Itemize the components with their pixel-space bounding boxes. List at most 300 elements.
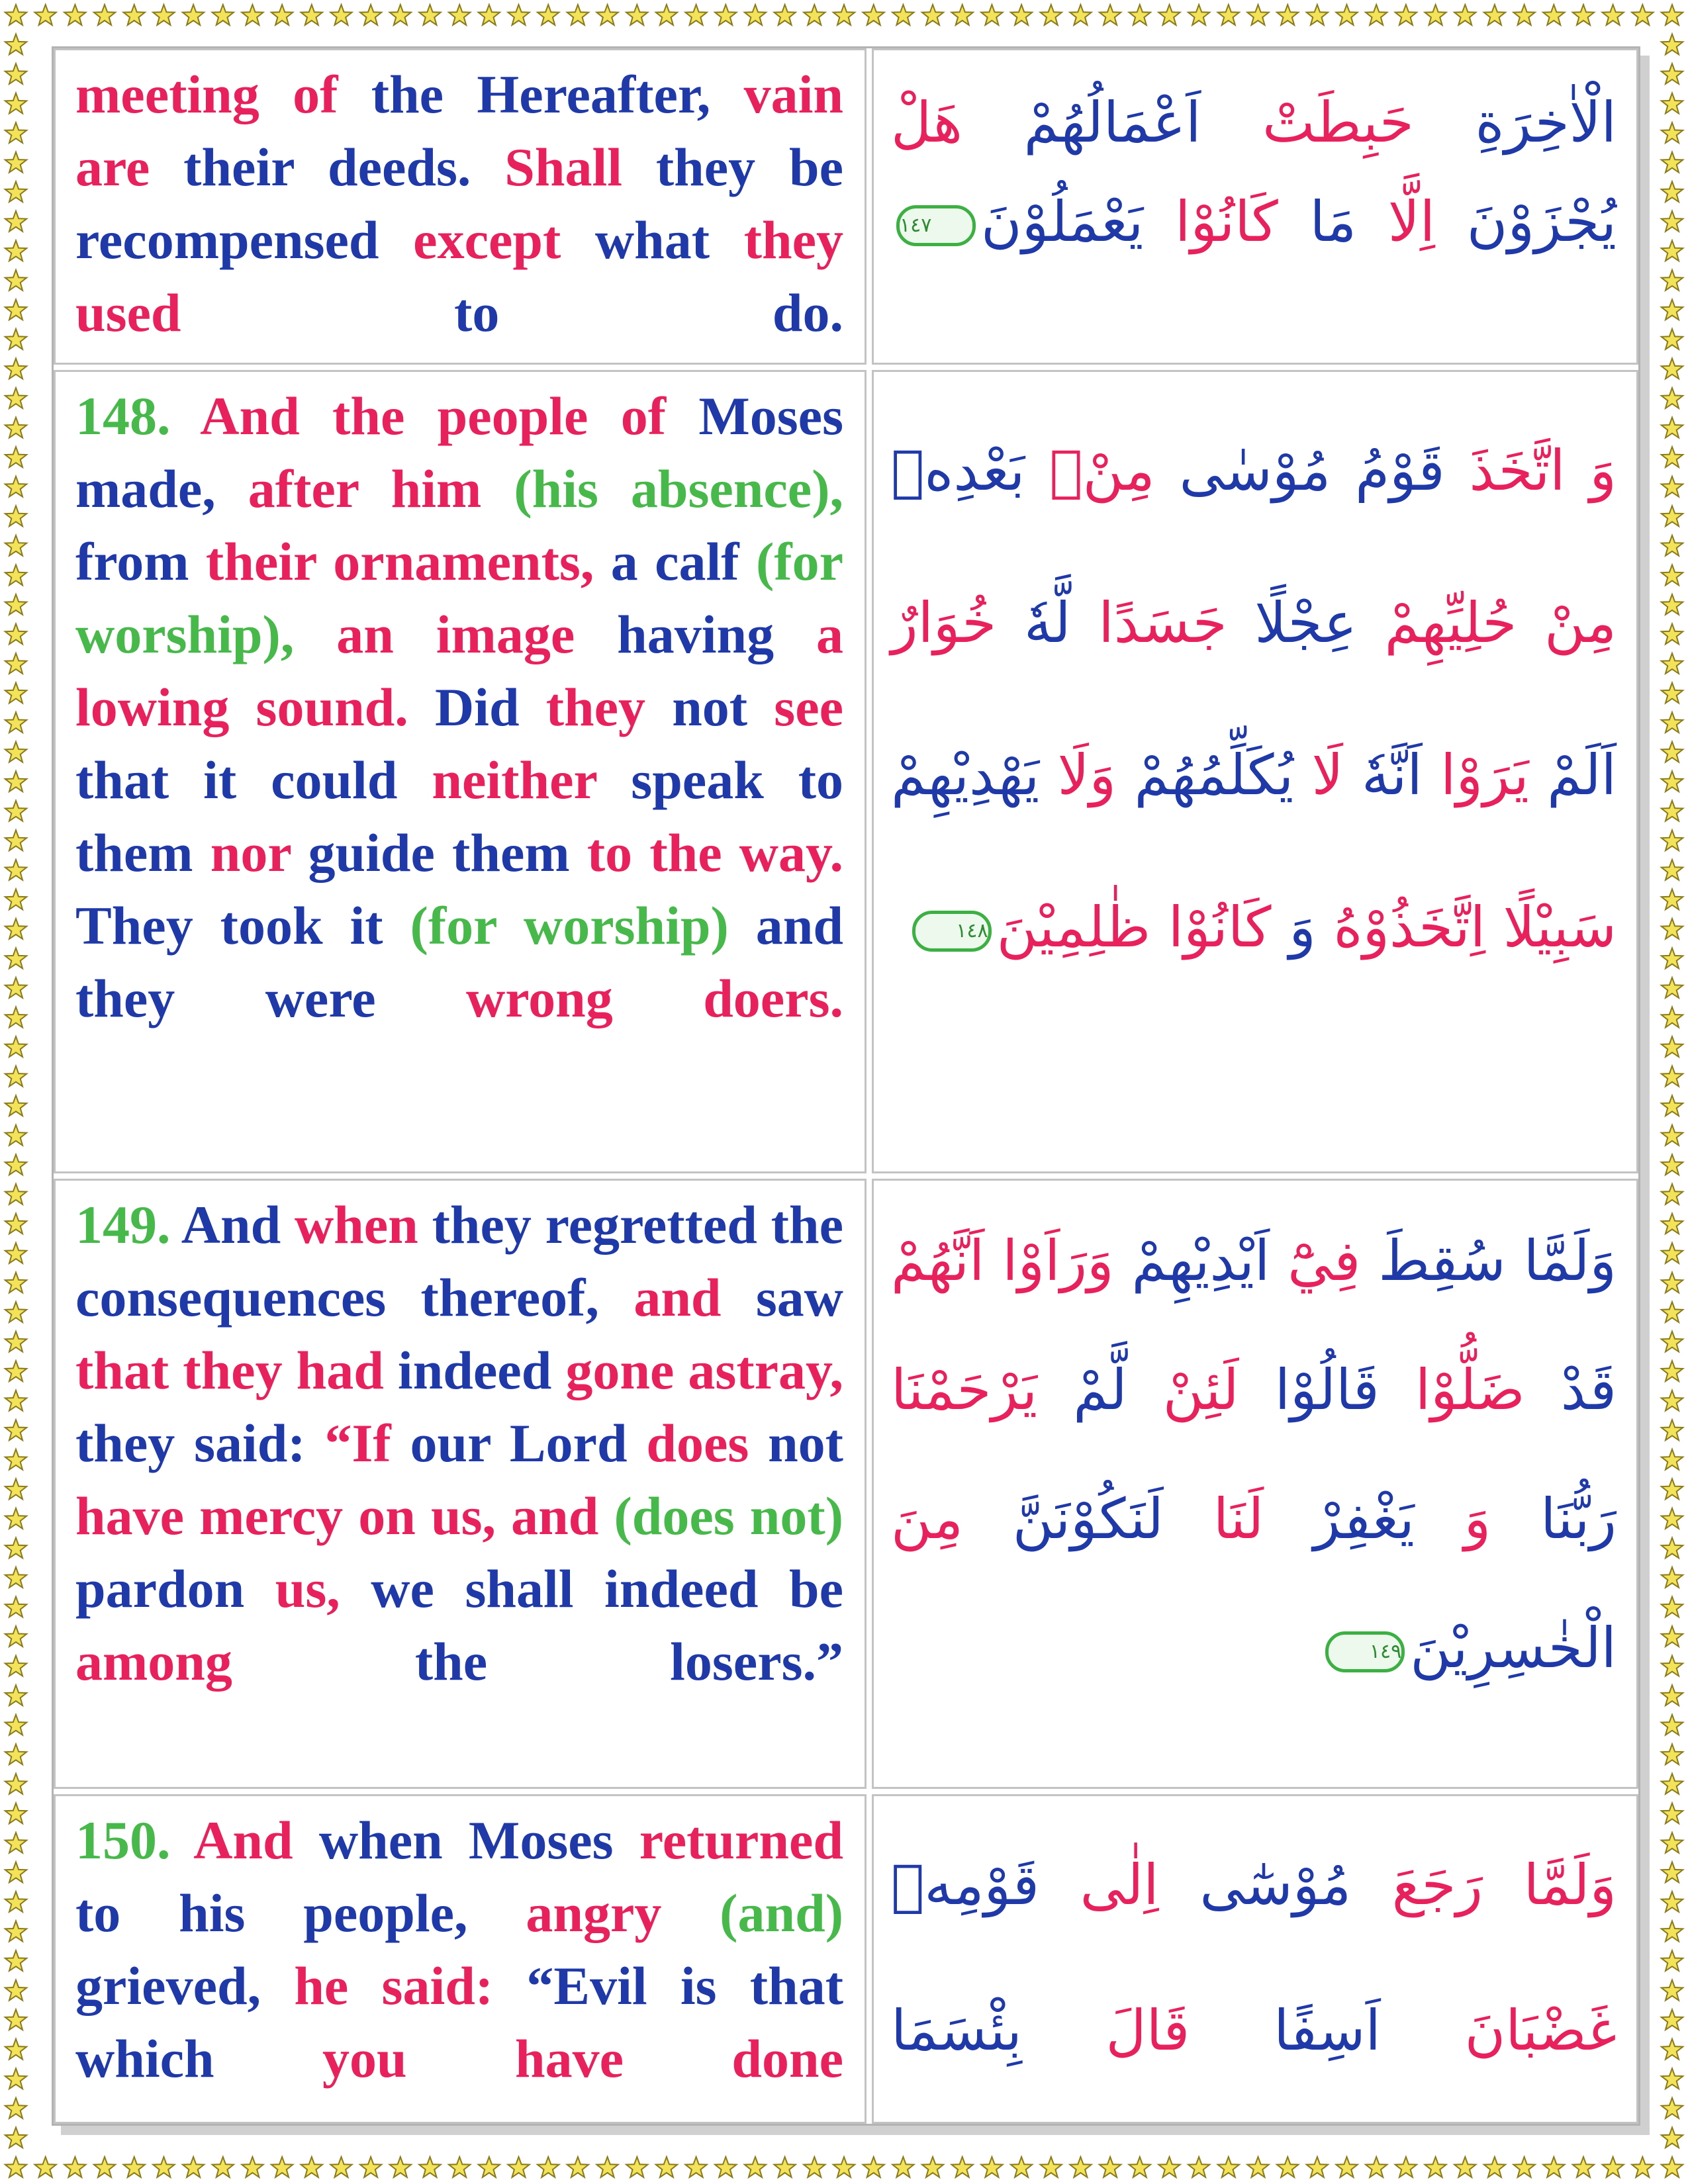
border-star bbox=[1366, 2157, 1387, 2177]
arabic-word: بَعْدِهٖ bbox=[891, 438, 1025, 503]
english-text-segment: Shall bbox=[504, 137, 623, 197]
arabic-word: سَبِيْلًا bbox=[1485, 895, 1617, 960]
border-star bbox=[1662, 801, 1683, 821]
arabic-word: وَلَمَّا bbox=[1505, 1228, 1617, 1293]
border-star bbox=[449, 2157, 470, 2177]
border-star bbox=[1425, 5, 1446, 25]
border-star bbox=[1662, 2068, 1683, 2089]
border-star bbox=[567, 2157, 588, 2177]
english-text-segment: they be recompensed bbox=[75, 137, 843, 270]
arabic-word: لَنَكُوْنَنَّ bbox=[962, 1486, 1164, 1551]
border-star bbox=[94, 2157, 115, 2177]
border-star bbox=[892, 2157, 914, 2177]
border-star bbox=[5, 801, 26, 821]
arabic-word: قَوْمُ bbox=[1331, 438, 1445, 503]
border-star bbox=[5, 2128, 26, 2148]
border-star bbox=[1307, 5, 1328, 25]
border-star bbox=[5, 1302, 26, 1322]
border-star bbox=[1662, 1597, 1683, 1617]
verse-row-149 bbox=[54, 1179, 1638, 1789]
arabic-word: اِتَّخَذُوْهُ bbox=[1315, 895, 1486, 960]
border-star bbox=[745, 2157, 766, 2177]
border-star bbox=[5, 300, 26, 320]
border-star bbox=[656, 5, 677, 25]
border-star bbox=[1662, 1833, 1683, 1853]
border-star bbox=[745, 5, 766, 25]
english-text-segment: neither bbox=[432, 750, 597, 810]
border-star bbox=[5, 1007, 26, 1028]
english-text-segment: meeting of bbox=[75, 64, 338, 124]
border-star bbox=[1158, 5, 1180, 25]
arabic-word: وَ bbox=[1414, 1486, 1491, 1551]
border-star bbox=[1662, 1449, 1683, 1470]
border-star bbox=[5, 2098, 26, 2118]
english-text-segment: speak to them bbox=[75, 750, 843, 883]
arabic-word: يَغْفِرْ bbox=[1264, 1486, 1415, 1551]
border-star bbox=[1662, 1685, 1683, 1706]
border-star bbox=[804, 2157, 825, 2177]
border-star bbox=[5, 1950, 26, 1971]
border-star bbox=[1662, 418, 1683, 438]
border-star bbox=[360, 2157, 381, 2177]
arabic-word: حُلِيِّهِمْ bbox=[1356, 590, 1517, 655]
english-text-segment: having bbox=[575, 604, 816, 664]
border-star bbox=[1662, 5, 1683, 25]
border-star bbox=[1662, 122, 1683, 143]
english-text-segment: see bbox=[774, 677, 843, 737]
english-text-segment: that they had bbox=[75, 1340, 384, 1400]
border-star bbox=[5, 64, 26, 84]
border-star bbox=[863, 5, 884, 25]
border-star bbox=[1662, 181, 1683, 202]
arabic-word: حَبِطَتْ bbox=[1201, 90, 1414, 155]
border-star bbox=[774, 2157, 796, 2177]
border-star bbox=[1662, 1980, 1683, 2001]
border-star bbox=[1662, 64, 1683, 84]
border-star bbox=[1662, 624, 1683, 645]
border-star bbox=[5, 2039, 26, 2060]
border-star bbox=[94, 5, 115, 25]
border-star bbox=[863, 2157, 884, 2177]
english-text-segment: the losers.” bbox=[232, 1631, 843, 1692]
border-star bbox=[301, 5, 322, 25]
english-text-segment: (his absence), bbox=[514, 459, 844, 519]
arabic-word: وَ bbox=[1271, 895, 1316, 960]
border-star bbox=[271, 2157, 293, 2177]
arabic-word: خُوَارٌ bbox=[891, 590, 997, 655]
border-star bbox=[1662, 594, 1683, 615]
border-star bbox=[5, 535, 26, 556]
border-star bbox=[1247, 5, 1268, 25]
english-text-segment: (does not) bbox=[598, 1486, 844, 1546]
arabic-word: لَّمْ bbox=[1037, 1357, 1127, 1422]
arabic-word: ضَلُّوْا bbox=[1379, 1357, 1525, 1422]
border-star bbox=[183, 2157, 204, 2177]
border-star bbox=[5, 2068, 26, 2089]
border-star bbox=[1662, 771, 1683, 792]
border-star bbox=[922, 2157, 943, 2177]
ayah-number: ١٤٨ bbox=[956, 919, 988, 943]
border-star bbox=[5, 152, 26, 173]
arabic-word: لَا bbox=[1293, 743, 1344, 807]
border-star bbox=[1395, 2157, 1417, 2177]
border-star bbox=[5, 1626, 26, 1647]
english-text-segment: and bbox=[633, 1267, 722, 1328]
arabic-word: قَدْ bbox=[1524, 1357, 1617, 1422]
english-text-segment: And the people of bbox=[170, 386, 699, 446]
border-star bbox=[419, 5, 440, 25]
english-translation-cell bbox=[54, 1179, 867, 1789]
border-star bbox=[301, 2157, 322, 2177]
border-star bbox=[1662, 2009, 1683, 2030]
arabic-verse-cell bbox=[872, 1179, 1638, 1789]
page-frame bbox=[52, 46, 1640, 2126]
arabic-word: رَجَعَ bbox=[1351, 1852, 1483, 1917]
english-text-segment: gone astray, bbox=[565, 1340, 844, 1400]
border-star bbox=[685, 5, 706, 25]
english-text-segment: a lowing sound. bbox=[75, 604, 843, 737]
border-star bbox=[1218, 5, 1239, 25]
arabic-word: اَيْدِيْهِمْ bbox=[1113, 1228, 1270, 1293]
border-star bbox=[1662, 1567, 1683, 1588]
border-star bbox=[5, 447, 26, 467]
arabic-word: غَضْبَانَ bbox=[1380, 1998, 1617, 2063]
english-text-segment: Moses made, bbox=[75, 386, 843, 519]
english-text-segment: 149. bbox=[75, 1195, 171, 1255]
border-star bbox=[1277, 5, 1298, 25]
arabic-word: لَّهٗ bbox=[996, 590, 1071, 655]
border-star bbox=[1543, 5, 1564, 25]
ayah-end-marker bbox=[896, 205, 976, 246]
english-text-segment: that it could bbox=[75, 750, 432, 810]
arabic-verse-text bbox=[891, 1805, 1617, 2103]
border-star bbox=[981, 2157, 1002, 2177]
border-star bbox=[1247, 2157, 1268, 2177]
arabic-word: يَرَوْا bbox=[1422, 743, 1529, 807]
border-star bbox=[1662, 1154, 1683, 1175]
border-star bbox=[5, 1420, 26, 1440]
border-star bbox=[1395, 5, 1417, 25]
border-star bbox=[1662, 1332, 1683, 1352]
border-star bbox=[449, 5, 470, 25]
arabic-word: مُوْسٰٓى bbox=[1158, 1852, 1352, 1917]
english-text-segment: nor bbox=[210, 823, 291, 883]
english-text-segment: guide them bbox=[291, 823, 587, 883]
border-star bbox=[1454, 2157, 1476, 2177]
border-star bbox=[1662, 830, 1683, 850]
border-star bbox=[1100, 5, 1121, 25]
border-star bbox=[538, 5, 559, 25]
border-star bbox=[1662, 1538, 1683, 1559]
arabic-word: ظٰلِمِيْنَ bbox=[996, 895, 1151, 960]
border-star bbox=[1070, 2157, 1091, 2177]
border-star bbox=[5, 1833, 26, 1853]
border-star bbox=[1662, 1420, 1683, 1440]
arabic-word: قَوْمِهٖ bbox=[891, 1852, 1039, 1917]
border-star bbox=[5, 211, 26, 232]
arabic-word: مِنَ bbox=[891, 1486, 963, 1551]
border-star bbox=[1543, 2157, 1564, 2177]
border-star bbox=[1662, 1214, 1683, 1234]
ayah-number: ١٤٧ bbox=[900, 214, 932, 238]
border-star bbox=[1603, 5, 1624, 25]
border-star bbox=[1662, 329, 1683, 349]
english-text-segment: the Hereafter, bbox=[338, 64, 744, 124]
border-star bbox=[892, 5, 914, 25]
arabic-word: وَلَمَّا bbox=[1483, 1852, 1617, 1917]
border-star bbox=[715, 2157, 736, 2177]
border-star bbox=[1662, 919, 1683, 939]
english-text-segment: an bbox=[294, 604, 436, 664]
border-star bbox=[5, 2157, 26, 2177]
border-star bbox=[1662, 2128, 1683, 2148]
border-star bbox=[1662, 2098, 1683, 2118]
border-star bbox=[1129, 5, 1150, 25]
border-star bbox=[1070, 5, 1091, 25]
arabic-word: جَسَدًا bbox=[1070, 590, 1227, 655]
border-star bbox=[5, 1508, 26, 1529]
border-star bbox=[596, 5, 618, 25]
border-star bbox=[5, 418, 26, 438]
border-star bbox=[124, 5, 145, 25]
arabic-verse-text bbox=[891, 60, 1617, 271]
border-star bbox=[5, 1332, 26, 1352]
border-star bbox=[5, 860, 26, 880]
border-star bbox=[1041, 5, 1062, 25]
border-star bbox=[5, 1980, 26, 2001]
border-star bbox=[1662, 1656, 1683, 1676]
border-star bbox=[5, 1597, 26, 1617]
border-star bbox=[508, 2157, 529, 2177]
english-text-segment: a calf bbox=[594, 531, 756, 592]
border-star bbox=[1662, 93, 1683, 114]
arabic-word: اَنَّهُمْ bbox=[891, 1228, 985, 1293]
border-star bbox=[5, 1803, 26, 1823]
border-star bbox=[153, 5, 174, 25]
english-text-segment: we shall indeed be bbox=[340, 1559, 843, 1619]
english-translation-text bbox=[75, 380, 843, 1035]
border-star bbox=[1336, 5, 1357, 25]
border-star bbox=[1218, 2157, 1239, 2177]
english-translation-text bbox=[75, 1804, 843, 2095]
english-text-segment: They took it bbox=[75, 895, 410, 956]
border-star bbox=[212, 5, 234, 25]
border-star bbox=[1662, 1950, 1683, 1971]
english-text-segment: image bbox=[436, 604, 575, 664]
english-text-segment: indeed bbox=[383, 1340, 566, 1400]
border-star bbox=[626, 5, 647, 25]
border-star bbox=[1662, 300, 1683, 320]
arabic-word: اِلٰى bbox=[1039, 1852, 1159, 1917]
border-star bbox=[153, 2157, 174, 2177]
border-star bbox=[390, 5, 411, 25]
border-star bbox=[1662, 1273, 1683, 1293]
english-text-segment: not bbox=[749, 1413, 843, 1473]
border-star bbox=[1425, 2157, 1446, 2177]
border-star bbox=[1662, 240, 1683, 261]
arabic-word: بِئْسَمَا bbox=[891, 1998, 1022, 2063]
border-star bbox=[5, 1036, 26, 1057]
arabic-word: اَعْمَالُهُمْ bbox=[962, 90, 1201, 155]
arabic-word: لَئِنْ bbox=[1127, 1357, 1239, 1422]
border-star bbox=[1662, 712, 1683, 733]
arabic-word: اِلَّا bbox=[1356, 189, 1436, 254]
english-text-segment: he said: bbox=[294, 1956, 494, 2016]
border-star bbox=[1484, 2157, 1505, 2177]
border-star bbox=[5, 624, 26, 645]
border-star bbox=[952, 5, 973, 25]
arabic-word: يُكَلِّمُهُمْ bbox=[1116, 743, 1294, 807]
english-text-segment: wrong doers. bbox=[466, 968, 843, 1028]
border-star bbox=[5, 34, 26, 55]
border-star bbox=[35, 5, 56, 25]
arabic-verse-text bbox=[891, 1190, 1617, 1713]
border-star bbox=[1662, 34, 1683, 55]
english-text-segment: pardon bbox=[75, 1559, 275, 1619]
border-star bbox=[1662, 1007, 1683, 1028]
english-text-segment: saw bbox=[721, 1267, 843, 1328]
border-star bbox=[1662, 1184, 1683, 1205]
english-translation-text bbox=[75, 1189, 843, 1698]
border-star bbox=[5, 1479, 26, 1499]
border-star bbox=[538, 2157, 559, 2177]
border-star bbox=[715, 5, 736, 25]
border-star bbox=[5, 1066, 26, 1087]
border-star bbox=[1662, 1095, 1683, 1116]
border-star bbox=[774, 5, 796, 25]
english-translation-cell bbox=[54, 48, 867, 365]
english-text-segment: (for worship) bbox=[410, 895, 729, 956]
english-text-segment: Did bbox=[408, 677, 546, 737]
border-star bbox=[5, 1685, 26, 1706]
border-star bbox=[5, 830, 26, 850]
border-star bbox=[1454, 5, 1476, 25]
border-star bbox=[5, 240, 26, 261]
border-star bbox=[5, 181, 26, 202]
border-star bbox=[1336, 2157, 1357, 2177]
border-star bbox=[685, 2157, 706, 2177]
border-star bbox=[5, 5, 26, 25]
border-star bbox=[1662, 1862, 1683, 1883]
arabic-word: مِنْۢ bbox=[1025, 438, 1155, 503]
border-star bbox=[1662, 1508, 1683, 1529]
border-star bbox=[390, 2157, 411, 2177]
arabic-word: مُوْسٰى bbox=[1154, 438, 1331, 503]
english-text-segment: from bbox=[75, 531, 206, 592]
english-text-segment: “Evil is that which bbox=[75, 1956, 844, 2089]
arabic-word: يَهْدِيْهِمْ bbox=[891, 743, 1040, 807]
border-star bbox=[1041, 2157, 1062, 2177]
border-star bbox=[1277, 2157, 1298, 2177]
border-star bbox=[804, 5, 825, 25]
border-star bbox=[1662, 742, 1683, 762]
border-star bbox=[5, 1184, 26, 1205]
border-star bbox=[5, 93, 26, 114]
border-star bbox=[330, 2157, 352, 2177]
ayah-end-marker bbox=[912, 911, 992, 952]
border-star bbox=[1011, 2157, 1032, 2177]
border-star bbox=[212, 2157, 234, 2177]
arabic-word: وَرَاَوْا bbox=[984, 1228, 1114, 1293]
border-star bbox=[5, 653, 26, 674]
border-star bbox=[5, 506, 26, 526]
border-star bbox=[5, 1125, 26, 1146]
english-text-segment: to do. bbox=[181, 283, 843, 343]
border-star bbox=[1662, 1302, 1683, 1322]
border-star bbox=[330, 5, 352, 25]
arabic-word: مَا bbox=[1278, 189, 1357, 254]
border-star bbox=[1662, 1626, 1683, 1647]
border-star bbox=[242, 5, 263, 25]
border-star bbox=[479, 5, 500, 25]
border-star bbox=[1632, 2157, 1653, 2177]
arabic-word: اَنَّهٗ bbox=[1343, 743, 1423, 807]
border-star bbox=[1662, 1036, 1683, 1057]
border-star bbox=[5, 1361, 26, 1381]
border-star bbox=[1573, 5, 1594, 25]
border-star bbox=[5, 1862, 26, 1883]
border-star bbox=[1662, 211, 1683, 232]
english-text-segment: angry bbox=[526, 1883, 662, 1943]
arabic-word: مِنْ bbox=[1517, 590, 1617, 655]
border-star bbox=[1662, 1774, 1683, 1794]
border-star bbox=[5, 270, 26, 291]
border-star bbox=[5, 565, 26, 585]
border-star bbox=[1662, 477, 1683, 497]
border-star bbox=[1662, 1715, 1683, 1735]
border-star bbox=[64, 5, 85, 25]
border-star bbox=[567, 5, 588, 25]
border-star bbox=[922, 5, 943, 25]
english-text-segment: among bbox=[75, 1631, 232, 1692]
border-star bbox=[626, 2157, 647, 2177]
english-translation-cell bbox=[54, 370, 867, 1173]
english-text-segment: you have done bbox=[322, 2028, 843, 2089]
border-star bbox=[1662, 152, 1683, 173]
english-text-segment: grieved, bbox=[75, 1956, 295, 2016]
border-star bbox=[833, 2157, 855, 2177]
verse-row-148 bbox=[54, 370, 1638, 1173]
ayah-end-marker bbox=[1325, 1631, 1405, 1672]
border-star bbox=[5, 1891, 26, 1912]
border-star bbox=[5, 2009, 26, 2030]
border-star bbox=[1662, 1803, 1683, 1823]
border-star bbox=[360, 5, 381, 25]
arabic-verse-text bbox=[891, 381, 1617, 1003]
english-text-segment: vain are bbox=[75, 64, 843, 197]
border-star bbox=[1662, 447, 1683, 467]
english-text-segment: And bbox=[170, 1810, 319, 1870]
border-star bbox=[1513, 2157, 1534, 2177]
border-star bbox=[5, 1656, 26, 1676]
border-star bbox=[419, 2157, 440, 2177]
english-text-segment: their ornaments, bbox=[205, 531, 594, 592]
verse-row-147 bbox=[54, 48, 1638, 365]
english-text-segment: when Moses bbox=[318, 1810, 639, 1870]
english-text-segment: to the way. bbox=[586, 823, 843, 883]
english-text-segment: they bbox=[545, 677, 646, 737]
border-star bbox=[1662, 506, 1683, 526]
border-star bbox=[242, 2157, 263, 2177]
arabic-word: الْخٰسِرِيْنَ bbox=[1410, 1615, 1617, 1680]
english-text-segment: “If bbox=[324, 1413, 391, 1473]
border-star bbox=[5, 594, 26, 615]
border-star bbox=[5, 771, 26, 792]
border-star bbox=[1632, 5, 1653, 25]
border-star bbox=[596, 2157, 618, 2177]
border-star bbox=[5, 919, 26, 939]
border-star bbox=[5, 1154, 26, 1175]
